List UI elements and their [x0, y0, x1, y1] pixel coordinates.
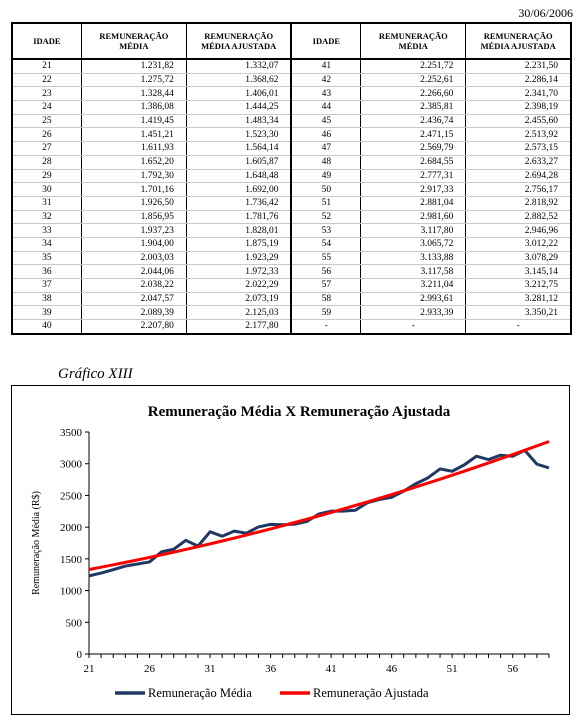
table-cell: - [361, 320, 466, 334]
table-cell: 2.633,27 [466, 155, 571, 169]
y-tick-label: 1500 [60, 553, 82, 566]
table-cell: 29 [12, 169, 81, 183]
table-cell: 36 [12, 265, 81, 279]
table-cell: 55 [291, 251, 360, 265]
table-cell: 49 [291, 169, 360, 183]
table-cell: 44 [291, 101, 360, 115]
table-cell: 47 [291, 142, 360, 156]
table-cell: 25 [12, 114, 81, 128]
col-header-media-left: REMUNERAÇÃO MÉDIA [81, 23, 186, 59]
table-row [12, 128, 571, 142]
table-cell: 56 [291, 265, 360, 279]
table-cell: 2.385,81 [361, 101, 466, 115]
table-cell: 32 [12, 210, 81, 224]
table-cell: 2.266,60 [361, 87, 466, 101]
table-row [12, 279, 571, 293]
table-cell: 3.211,04 [361, 279, 466, 293]
table-cell: 1.275,72 [81, 73, 186, 87]
table-row [12, 251, 571, 265]
table-cell: 2.038,22 [81, 279, 186, 293]
table-cell: 2.125,03 [186, 306, 291, 320]
table-row [12, 155, 571, 169]
x-tick-label: 36 [265, 663, 277, 675]
table-cell: 39 [12, 306, 81, 320]
table-cell: 2.993,61 [361, 292, 466, 306]
y-tick-label: 0 [76, 649, 82, 661]
table-cell: 1.611,93 [81, 142, 186, 156]
table-cell: 3.117,80 [361, 224, 466, 238]
chart-title: Remuneração Média X Remuneração Ajustada [147, 404, 451, 420]
table-cell: 3.350,21 [466, 306, 571, 320]
col-header-ajustada-left: REMUNERAÇÃO MÉDIA AJUSTADA [186, 23, 291, 59]
table-cell: 1.692,00 [186, 183, 291, 197]
y-axis-label: Remuneração Média (R$) [31, 491, 42, 595]
table-cell: 2.933,39 [361, 306, 466, 320]
table-cell: 57 [291, 279, 360, 293]
table-cell: 2.003,03 [81, 251, 186, 265]
legend-label-media: Remuneração Média [148, 686, 252, 700]
table-cell: 1.972,33 [186, 265, 291, 279]
table-cell: 51 [291, 196, 360, 210]
table-cell: 34 [12, 237, 81, 251]
table-cell: 1.332,07 [186, 59, 291, 73]
table-row [12, 142, 571, 156]
y-tick-label: 3500 [60, 427, 82, 439]
table-cell: 26 [12, 128, 81, 142]
x-tick-label: 31 [204, 663, 216, 675]
legend-label-ajustada: Remuneração Ajustada [313, 686, 429, 700]
table-cell: 28 [12, 155, 81, 169]
col-header-idade-right: IDADE [291, 23, 360, 59]
table-cell: 2.917,33 [361, 183, 466, 197]
table-cell: 2.513,92 [466, 128, 571, 142]
table-cell: 1.444,25 [186, 101, 291, 115]
table-cell: 35 [12, 251, 81, 265]
table-cell: 1.701,16 [81, 183, 186, 197]
table-cell: 41 [291, 59, 360, 73]
y-tick-label: 2000 [60, 522, 82, 535]
table-cell: 2.177,80 [186, 320, 291, 334]
table-cell: 2.573,15 [466, 142, 571, 156]
table-row [12, 210, 571, 224]
table-cell: 2.251,72 [361, 59, 466, 73]
table-cell: 2.471,15 [361, 128, 466, 142]
table-cell: 2.756,17 [466, 183, 571, 197]
table-cell: 2.694,28 [466, 169, 571, 183]
y-tick-label: 2500 [60, 490, 82, 503]
table-cell: 1.605,87 [186, 155, 291, 169]
table-cell: 1.828,01 [186, 224, 291, 238]
table-row [12, 114, 571, 128]
table-cell: 1.926,50 [81, 196, 186, 210]
table-cell: 54 [291, 237, 360, 251]
table-cell: 2.818,92 [466, 196, 571, 210]
report-date: 30/06/2006 [518, 6, 573, 20]
table-row [12, 196, 571, 210]
table-cell: 48 [291, 155, 360, 169]
col-header-ajustada-right: REMUNERAÇÃO MÉDIA AJUSTADA [466, 23, 571, 59]
table-cell: 2.047,57 [81, 292, 186, 306]
series-line-ajustada [89, 442, 549, 570]
table-cell: 2.341,70 [466, 87, 571, 101]
x-tick-label: 21 [83, 663, 95, 675]
table-row [12, 237, 571, 251]
table-cell: 2.207,80 [81, 320, 186, 334]
table-row [12, 265, 571, 279]
x-tick-label: 56 [507, 663, 519, 675]
table-cell: 52 [291, 210, 360, 224]
table-cell: 59 [291, 306, 360, 320]
table-row [12, 183, 571, 197]
table-cell: 1.923,29 [186, 251, 291, 265]
table-cell: 23 [12, 87, 81, 101]
table-cell: 1.875,19 [186, 237, 291, 251]
table-cell: 1.231,82 [81, 59, 186, 73]
table-cell: 30 [12, 183, 81, 197]
table-cell: 22 [12, 73, 81, 87]
x-tick-label: 26 [144, 663, 156, 675]
table-cell: 1.781,76 [186, 210, 291, 224]
table-cell: 31 [12, 196, 81, 210]
table-cell: 1.368,62 [186, 73, 291, 87]
table-cell: 2.044,06 [81, 265, 186, 279]
table-cell: 2.946,96 [466, 224, 571, 238]
table-cell: 1.904,00 [81, 237, 186, 251]
table-cell: 1.856,95 [81, 210, 186, 224]
table-row [12, 59, 571, 73]
table-cell: 3.065,72 [361, 237, 466, 251]
table-cell: 3.281,12 [466, 292, 571, 306]
table-cell: 3.145,14 [466, 265, 571, 279]
table-cell: 1.386,08 [81, 101, 186, 115]
table-cell: 2.073,19 [186, 292, 291, 306]
table-cell: 3.078,29 [466, 251, 571, 265]
table-cell: 1.564,14 [186, 142, 291, 156]
table-cell: 50 [291, 183, 360, 197]
table-cell: 1.792,30 [81, 169, 186, 183]
table-cell: 2.881,04 [361, 196, 466, 210]
table-cell: 58 [291, 292, 360, 306]
table-cell: 24 [12, 101, 81, 115]
table-cell: 2.231,50 [466, 59, 571, 73]
table-cell: 2.286,14 [466, 73, 571, 87]
col-header-idade-left: IDADE [12, 23, 81, 59]
table-cell: 27 [12, 142, 81, 156]
table-cell: 1.419,45 [81, 114, 186, 128]
table-cell: 1.736,42 [186, 196, 291, 210]
x-tick-label: 51 [446, 663, 458, 675]
table-cell: 21 [12, 59, 81, 73]
y-tick-label: 1000 [60, 585, 82, 598]
col-header-media-right: REMUNERAÇÃO MÉDIA [361, 23, 466, 59]
table-cell: 42 [291, 73, 360, 87]
table-cell: 2.022,29 [186, 279, 291, 293]
table-cell: 2.455,60 [466, 114, 571, 128]
table-cell: 43 [291, 87, 360, 101]
table-row [12, 101, 571, 115]
table-cell: 3.117,58 [361, 265, 466, 279]
table-row [12, 292, 571, 306]
table-cell: 1.523,30 [186, 128, 291, 142]
table-cell: 2.436,74 [361, 114, 466, 128]
table-cell: 37 [12, 279, 81, 293]
chart-frame [11, 385, 570, 715]
table-cell: 2.089,39 [81, 306, 186, 320]
table-row [12, 306, 571, 320]
table-cell: 3.212,75 [466, 279, 571, 293]
table-cell: 2.981,60 [361, 210, 466, 224]
line-chart [12, 386, 569, 714]
table-cell: - [466, 320, 571, 334]
y-tick-label: 500 [65, 617, 82, 630]
table-cell: 46 [291, 128, 360, 142]
table-cell: 40 [12, 320, 81, 334]
table-cell: - [291, 320, 360, 334]
table-row [12, 224, 571, 238]
table-cell: 45 [291, 114, 360, 128]
table-cell: 1.648,48 [186, 169, 291, 183]
table-cell: 3.012,22 [466, 237, 571, 251]
table-cell: 1.652,20 [81, 155, 186, 169]
y-tick-label: 3000 [60, 458, 82, 471]
x-tick-label: 46 [386, 663, 398, 675]
table-cell: 2.252,61 [361, 73, 466, 87]
remuneration-table [11, 22, 572, 335]
table-cell: 1.406,01 [186, 87, 291, 101]
table-cell: 2.569,79 [361, 142, 466, 156]
table-cell: 1.483,34 [186, 114, 291, 128]
x-tick-label: 41 [325, 663, 337, 675]
table-cell: 2.684,55 [361, 155, 466, 169]
table-row [12, 169, 571, 183]
table-row [12, 87, 571, 101]
table-cell: 1.937,23 [81, 224, 186, 238]
table-cell: 2.398,19 [466, 101, 571, 115]
table-cell: 1.451,21 [81, 128, 186, 142]
table-cell: 1.328,44 [81, 87, 186, 101]
table-row [12, 73, 571, 87]
table-cell: 38 [12, 292, 81, 306]
table-cell: 3.133,88 [361, 251, 466, 265]
table-cell: 53 [291, 224, 360, 238]
table-cell: 33 [12, 224, 81, 238]
table-row [12, 320, 571, 334]
chart-caption: Gráfico XIII [58, 366, 133, 382]
table-cell: 2.777,31 [361, 169, 466, 183]
table-cell: 2.882,52 [466, 210, 571, 224]
